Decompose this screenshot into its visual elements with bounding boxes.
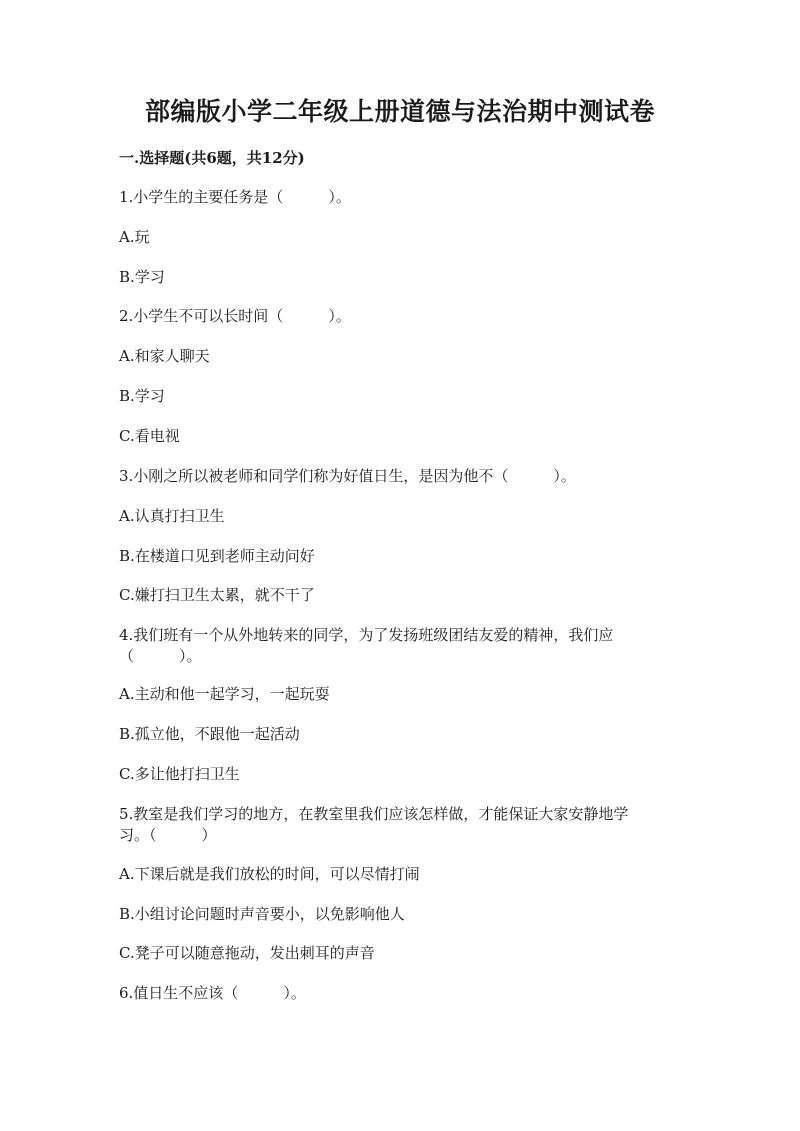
option-5a: A.下课后就是我们放松的时间，可以尽情打闹 xyxy=(119,865,420,883)
option-1a: A.玩 xyxy=(119,228,150,246)
option-3a: A.认真打扫卫生 xyxy=(119,507,225,525)
question-4-line-1: 4.我们班有一个从外地转来的同学，为了发扬班级团结友爱的精神，我们应 xyxy=(119,626,614,644)
option-2b: B.学习 xyxy=(119,387,165,405)
question-5-line-1: 5.教室是我们学习的地方，在教室里我们应该怎样做，才能保证大家安静地学 xyxy=(119,805,629,823)
question-6: 6.值日生不应该（ ）。 xyxy=(119,984,306,1002)
question-5-line-2: 习。（ ） xyxy=(119,826,217,844)
question-4-line-2: （ ）。 xyxy=(119,647,202,665)
option-1b: B.学习 xyxy=(119,268,165,286)
section-heading: 一.选择题(共6题，共12分) xyxy=(119,149,305,167)
option-2a: A.和家人聊天 xyxy=(119,347,210,365)
option-4b: B.孤立他，不跟他一起活动 xyxy=(119,725,300,743)
option-4a: A.主动和他一起学习，一起玩耍 xyxy=(119,685,330,703)
question-1: 1.小学生的主要任务是（ ）。 xyxy=(119,188,351,206)
option-4c: C.多让他打扫卫生 xyxy=(119,765,240,783)
option-5c: C.凳子可以随意拖动，发出刺耳的声音 xyxy=(119,944,375,962)
option-5b: B.小组讨论问题时声音要小，以免影响他人 xyxy=(119,905,405,923)
option-3b: B.在楼道口见到老师主动问好 xyxy=(119,547,315,565)
page-title: 部编版小学二年级上册道德与法治期中测试卷 xyxy=(144,97,655,126)
question-3: 3.小刚之所以被老师和同学们称为好值日生，是因为他不（ ）。 xyxy=(119,467,576,485)
option-2c: C.看电视 xyxy=(119,427,180,445)
option-3c: C.嫌打扫卫生太累，就不干了 xyxy=(119,586,315,604)
question-2: 2.小学生不可以长时间（ ）。 xyxy=(119,307,351,325)
